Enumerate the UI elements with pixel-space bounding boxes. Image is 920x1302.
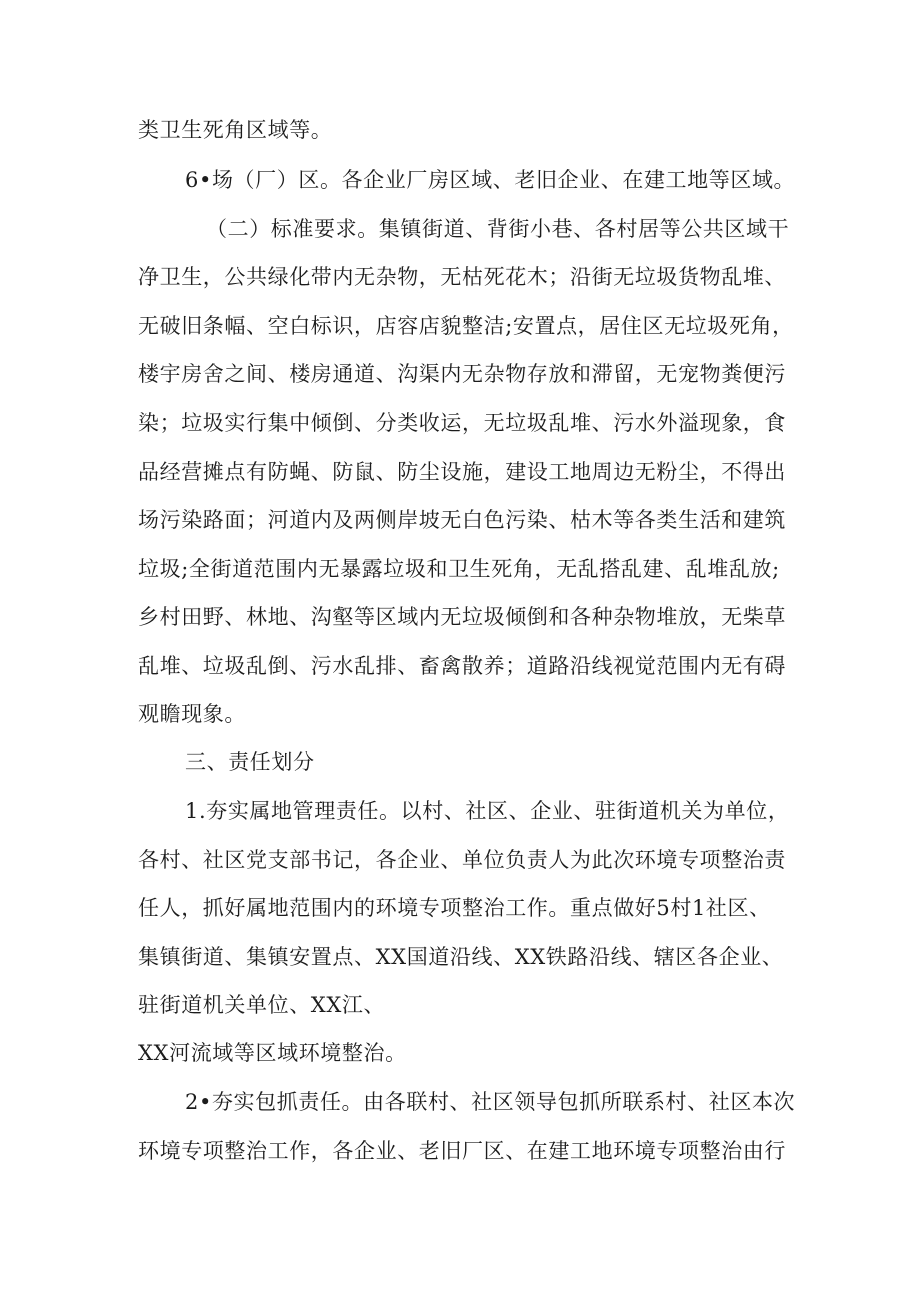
text-line: 1.夯实属地管理责任。以村、社区、企业、驻街道机关为单位， — [185, 799, 790, 823]
text-line: 场污染路面；河道内及两侧岸坡无白色污染、枯木等各类生活和建筑 — [138, 508, 786, 532]
text-line: 2•夯实包抓责任。由各联村、社区领导包抓所联系村、社区本次 — [185, 1090, 796, 1114]
text-line: （二）标准要求。集镇街道、背街小巷、各村居等公共区域干 — [206, 217, 790, 241]
text-line: 类卫生死角区域等。 — [138, 118, 333, 142]
text-line: 驻街道机关单位、XX江、 — [138, 993, 386, 1017]
text-line: 环境专项整治工作，各企业、老旧厂区、在建工地环境专项整治由行 — [138, 1139, 786, 1163]
text-line: 各村、社区党支部书记，各企业、单位负责人为此次环境专项整治责 — [138, 848, 786, 872]
text-line: 乡村田野、林地、沟壑等区域内无垃圾倾倒和各种杂物堆放，无柴草 — [138, 605, 786, 629]
text-line: 集镇街道、集镇安置点、XX国道沿线、XX铁路沿线、辖区各企业、 — [138, 945, 784, 969]
text-line: 任人，抓好属地范围内的环境专项整治工作。重点做好5村1社区、 — [138, 896, 771, 920]
text-line: 乱堆、垃圾乱倒、污水乱排、畜禽散养；道路沿线视觉范围内无有碍 — [138, 654, 786, 678]
text-line: 楼宇房舍之间、楼房通道、沟渠内无杂物存放和滞留，无宠物粪便污 — [138, 362, 786, 386]
text-line: XX河流域等区域环境整治。 — [138, 1041, 407, 1065]
text-line: 净卫生，公共绿化带内无杂物，无枯死花木；沿街无垃圾货物乱堆、 — [138, 265, 786, 289]
text-line: 6•场（厂）区。各企业厂房区域、老旧企业、在建工地等区域。 — [185, 168, 796, 192]
text-line: 染；垃圾实行集中倾倒、分类收运，无垃圾乱堆、污水外溢现象，食 — [138, 411, 786, 435]
text-line: 垃圾;全街道范围内无暴露垃圾和卫生死角，无乱搭乱建、乱堆乱放; — [138, 557, 780, 581]
text-line: 观瞻现象。 — [138, 702, 246, 726]
section-heading: 三、责任划分 — [185, 750, 315, 774]
text-line: 品经营摊点有防蝇、防鼠、防尘设施，建设工地周边无粉尘，不得出 — [138, 460, 786, 484]
text-line: 无破旧条幅、空白标识，店容店貌整洁;安置点，居住区无垃圾死角， — [138, 314, 794, 338]
